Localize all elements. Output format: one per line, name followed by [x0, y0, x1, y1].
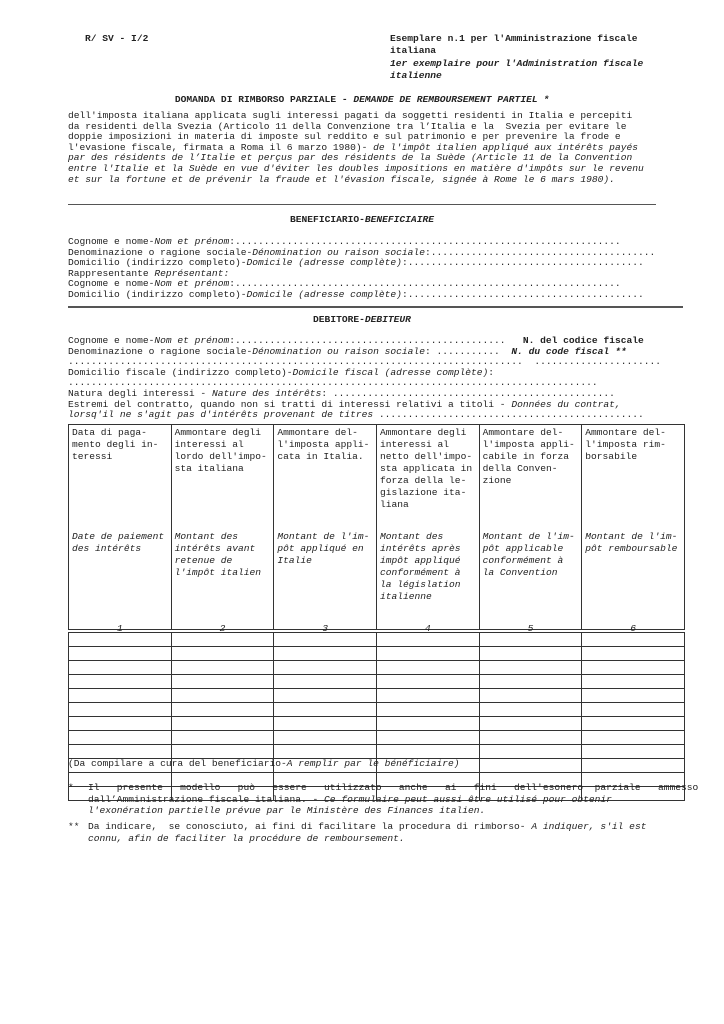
- label-fr: Domicile (adresse complète): [246, 288, 402, 300]
- table-cell-input[interactable]: [582, 745, 685, 759]
- table-cell-input[interactable]: [582, 647, 685, 661]
- label-fr: Nom et prénom: [154, 236, 230, 247]
- table-cell-input[interactable]: [376, 745, 479, 759]
- table-cell-input[interactable]: [274, 717, 377, 731]
- table-cell-input[interactable]: [479, 717, 582, 731]
- table-cell-input[interactable]: [171, 661, 274, 675]
- column-header-1: [69, 425, 172, 634]
- table-row: [69, 647, 685, 661]
- col-number: 5: [527, 623, 534, 634]
- table-row: [69, 675, 685, 689]
- intro-line-fr: et sur la fortune et de prévenir la fraude et l'évasion fiscale, signée à Rome le 6 mars 1980).: [68, 173, 615, 185]
- debtor-heading: [0, 315, 724, 326]
- rep-address-field[interactable]: [68, 289, 644, 300]
- fill-dots: :.......................................: [424, 246, 656, 258]
- tax-code-label-fr: N. du code fiscal **: [511, 345, 627, 357]
- intro-line-fr: entre l'Italie et la Suède en vue d'éviter les doubles impositions en matière d'impôts sur le revenu: [68, 162, 644, 174]
- table-cell-input[interactable]: [376, 633, 479, 647]
- note-it: Il presente modello può essere utilizzato anche ai fini dell'esonero parziale ammesso: [88, 782, 699, 793]
- table-cell-input[interactable]: [582, 703, 685, 717]
- table-cell-input[interactable]: [69, 731, 172, 745]
- label-it: Cognome e nome-: [68, 236, 155, 247]
- table-cell-input[interactable]: [69, 745, 172, 759]
- col-number: 3: [322, 623, 329, 634]
- label-it: Natura degli interessi -: [68, 387, 212, 399]
- intro-line: l'evasione fiscale, firmata a Roma il 6 marzo 1980)-: [68, 141, 374, 153]
- note-fr: Ce formulaire peut aussi être utilisé pour obtenir: [324, 793, 612, 805]
- table-cell-input[interactable]: [274, 647, 377, 661]
- table-cell-input[interactable]: [69, 633, 172, 647]
- col-label-fr: Montant de l'im- pôt appliqué en Italie: [277, 531, 370, 566]
- footnote-1-marker: *: [68, 782, 74, 793]
- col-label-fr: Montant des intérêts après impôt appliqué conformément à la législation italienne: [379, 531, 461, 602]
- table-cell-input[interactable]: [274, 633, 377, 647]
- table-cell-input[interactable]: [274, 689, 377, 703]
- intro-line-fr: par des résidents de l’Italie et perçus par des résidents de la Suède (Article 11 de la Convention: [68, 152, 633, 164]
- intro-line: da residenti della Svezia (Articolo 11 della Convenzione tra l’Italia e la Svezia per evitare le: [68, 120, 627, 132]
- table-cell-input[interactable]: [479, 745, 582, 759]
- table-cell-input[interactable]: [69, 703, 172, 717]
- table-cell-input[interactable]: [582, 675, 685, 689]
- label-it: Domicilio fiscale (indirizzo completo)-: [68, 366, 293, 378]
- label-it: Denominazione o ragione sociale-: [68, 246, 253, 258]
- fill-dots: : ...........: [424, 345, 500, 357]
- label-fr: Dénomination ou raison sociale: [252, 345, 425, 357]
- entry-rows: [68, 632, 685, 801]
- table-row: [69, 703, 685, 717]
- heading-fr: BENEFICIAIRE: [364, 214, 434, 225]
- note-fr: A indiquer, s'il est: [531, 821, 647, 832]
- col-number: 6: [630, 623, 637, 634]
- fill-dots: : .................................................: [321, 387, 615, 399]
- table-cell-input[interactable]: [582, 717, 685, 731]
- fill-dots: :.........................................: [401, 257, 644, 269]
- fill-dots: :...................................................................: [229, 236, 621, 247]
- table-row: [69, 633, 685, 647]
- intro-paragraph: [68, 111, 644, 185]
- column-header-4: [376, 425, 479, 634]
- table-cell-input[interactable]: [171, 731, 274, 745]
- label-it: Estremi del contratto, quando non si tratti di interessi relativi a titoli -: [68, 398, 512, 410]
- col-label-it: Data di paga- mento degli in- teressi: [72, 427, 159, 462]
- table-row: [69, 717, 685, 731]
- rep-name-field[interactable]: [68, 278, 621, 289]
- ben-address-field[interactable]: [68, 257, 644, 268]
- ben-representative-label: [68, 268, 229, 279]
- table-cell-input[interactable]: [376, 689, 479, 703]
- copy-label-it-1: Esemplare n.1 per l'Amministrazione fiscale: [390, 33, 638, 44]
- table-cell-input[interactable]: [69, 661, 172, 675]
- table-row: [69, 745, 685, 759]
- copy-label-it-2: italiana: [390, 45, 437, 56]
- col-label-it: Ammontare del- l'imposta appli- cabile in forza della Conven- zione: [482, 427, 575, 486]
- divider: [68, 204, 656, 205]
- fill-dots: :...............................................: [229, 335, 506, 346]
- note-fr: l'exonération partielle prévue par le Ministère des Finances italien.: [88, 805, 486, 816]
- table-cell-input[interactable]: [274, 675, 377, 689]
- table-cell-input[interactable]: [376, 717, 479, 731]
- note-fr: connu, afin de faciliter la procédure de remboursement.: [88, 832, 405, 844]
- table-cell-input[interactable]: [479, 731, 582, 745]
- col-label-fr: Montant de l'im- pôt applicable conformément à la Convention: [482, 531, 575, 578]
- tax-code-label-it: N. del codice fiscale: [522, 335, 644, 346]
- col-label-fr: Montant de l'im- pôt remboursable: [585, 531, 678, 554]
- label-fr: Nom et prénom: [154, 335, 230, 346]
- fill-dots: :: [488, 366, 495, 378]
- table-cell-input[interactable]: [479, 647, 582, 661]
- table-cell-input[interactable]: [171, 703, 274, 717]
- table-cell-input[interactable]: [69, 689, 172, 703]
- fill-it: (Da compilare a cura del beneficiario-: [68, 758, 287, 769]
- table-header-row: [69, 425, 685, 630]
- col-label-it: Ammontare degli interessi al lordo dell'impo- sta italiana: [174, 427, 267, 474]
- fill-fr: A remplir par le bénéficiaire): [286, 758, 460, 769]
- col-number: 1: [116, 623, 123, 634]
- debtor-fields: [68, 336, 661, 421]
- copy-label-fr-2: italienne: [390, 70, 442, 81]
- divider: [68, 306, 683, 308]
- table-cell-input[interactable]: [479, 675, 582, 689]
- label-it: Domicilio (indirizzo completo)-: [68, 257, 247, 269]
- col-label-it: Ammontare degli interessi al netto dell'impo- sta applicata in forza della le- gislazione ita- liana: [379, 427, 473, 510]
- label-it: Rappresentante: [68, 267, 155, 279]
- column-header-2: [171, 425, 274, 634]
- note-it: dall’Amministrazione fiscale italiana. -: [88, 793, 325, 805]
- label-it: Denominazione o ragione sociale-: [68, 345, 253, 357]
- table-row: [69, 731, 685, 745]
- label-fr: Données du contrat,: [511, 398, 621, 410]
- footnote-1: [88, 782, 698, 817]
- ben-name-field[interactable]: [68, 236, 621, 247]
- deb-contract-field[interactable]: [68, 399, 644, 421]
- intro-line-fr: de l'impôt italien appliqué aux intérêts payés: [373, 141, 638, 153]
- table-cell-input[interactable]: [479, 703, 582, 717]
- footnote-2: [88, 821, 646, 844]
- table-cell-input[interactable]: [479, 759, 582, 773]
- label-it: Cognome e nome-: [68, 335, 155, 346]
- col-number: 4: [424, 623, 431, 634]
- table-cell-input[interactable]: [479, 661, 582, 675]
- table-cell-input[interactable]: [582, 731, 685, 745]
- label-fr: lorsq'il ne s'agit pas d'intérêts provenant de titres: [68, 409, 374, 421]
- table-cell-input[interactable]: [376, 661, 479, 675]
- fill-dots: :.........................................: [401, 288, 644, 300]
- fill-instruction: [68, 759, 460, 770]
- deb-name-field[interactable]: [68, 335, 506, 346]
- table-cell-input[interactable]: [69, 647, 172, 661]
- heading-fr: DEBITEUR: [364, 314, 411, 325]
- table-cell-input[interactable]: [171, 647, 274, 661]
- deb-tax-code-input[interactable]: ............................................................................... ......................: [68, 356, 661, 368]
- label-fr: Domicile (adresse complète): [246, 257, 402, 269]
- label-fr: Représentant:: [154, 267, 230, 279]
- copy-label-fr-1: 1er exemplaire pour l'Administration fiscale: [390, 58, 644, 69]
- heading-it: DEBITORE-: [313, 314, 365, 325]
- form-code: R/ SV - I/2: [85, 33, 149, 44]
- label-it: Domicilio (indirizzo completo)-: [68, 288, 247, 300]
- column-header-5: [479, 425, 582, 634]
- table-cell-input[interactable]: [274, 661, 377, 675]
- deb-address-field[interactable]: [68, 367, 494, 378]
- beneficiary-heading: [0, 215, 724, 226]
- table-cell-input[interactable]: [479, 689, 582, 703]
- col-number: 2: [219, 623, 226, 634]
- label-fr: Dénomination ou raison sociale: [252, 246, 425, 258]
- fill-dots: ..............................................: [373, 409, 644, 421]
- table-cell-input[interactable]: [376, 647, 479, 661]
- col-label-it: Ammontare del- l'imposta rim- borsabile: [585, 427, 666, 462]
- label-fr: Nature des intérêts: [211, 387, 322, 399]
- table-cell-input[interactable]: [171, 675, 274, 689]
- col-label-it: Ammontare del- l'imposta appli- cata in Italia.: [277, 427, 370, 462]
- table-cell-input[interactable]: [376, 703, 479, 717]
- deb-denom-field[interactable]: [68, 346, 500, 357]
- table-cell-input[interactable]: [376, 675, 479, 689]
- label-fr: Domicile fiscal (adresse complète): [292, 366, 489, 378]
- table-cell-input[interactable]: [171, 633, 274, 647]
- heading-it: BENEFICIARIO-: [290, 214, 365, 225]
- table-cell-input[interactable]: [479, 633, 582, 647]
- table-cell-input[interactable]: [171, 717, 274, 731]
- label-it: Cognome e nome-: [68, 278, 155, 290]
- intro-line: doppie imposizioni in materia di imposte sul reddito e sul patrimonio e per prevenire la frode e: [68, 131, 621, 143]
- table-cell-input[interactable]: [582, 689, 685, 703]
- title-it: DOMANDA DI RIMBORSO PARZIALE -: [174, 94, 348, 105]
- col-label-fr: Montant des intérêts avant retenue de l'impôt italien: [174, 531, 262, 578]
- table-cell-input[interactable]: [582, 633, 685, 647]
- fill-dots: :...................................................................: [229, 278, 621, 290]
- table-row: [69, 661, 685, 675]
- table-cell-input[interactable]: [582, 661, 685, 675]
- column-header-6: [582, 425, 685, 634]
- table-cell-input[interactable]: [69, 717, 172, 731]
- page-title: [0, 95, 724, 106]
- table-cell-input[interactable]: [69, 675, 172, 689]
- intro-line: dell'imposta italiana applicata sugli interessi pagati da soggetti residenti in Italia e percepiti: [68, 110, 633, 121]
- label-fr: Nom et prénom: [154, 278, 230, 290]
- column-header-3: [274, 425, 377, 634]
- interest-table: [68, 424, 685, 634]
- table-cell-input[interactable]: [274, 703, 377, 717]
- deb-nature-field[interactable]: [68, 388, 615, 399]
- table-cell-input[interactable]: [274, 745, 377, 759]
- table-cell-input[interactable]: [171, 745, 274, 759]
- table-cell-input[interactable]: [582, 759, 685, 773]
- table-cell-input[interactable]: [376, 731, 479, 745]
- title-fr: DEMANDE DE REMBOURSEMENT PARTIEL *: [353, 94, 550, 105]
- ben-denom-field[interactable]: [68, 247, 655, 258]
- col-label-fr: Date de paiement des intérêts: [72, 531, 165, 554]
- table-row: [69, 689, 685, 703]
- footnote-2-marker: **: [68, 821, 80, 832]
- table-cell-input[interactable]: [274, 731, 377, 745]
- beneficiary-fields: [68, 237, 655, 301]
- table-cell-input[interactable]: [171, 689, 274, 703]
- note-it: Da indicare, se conosciuto, ai fini di facilitare la procedura di rimborso-: [88, 821, 532, 832]
- deb-address-input[interactable]: ............................................................................................: [68, 377, 598, 389]
